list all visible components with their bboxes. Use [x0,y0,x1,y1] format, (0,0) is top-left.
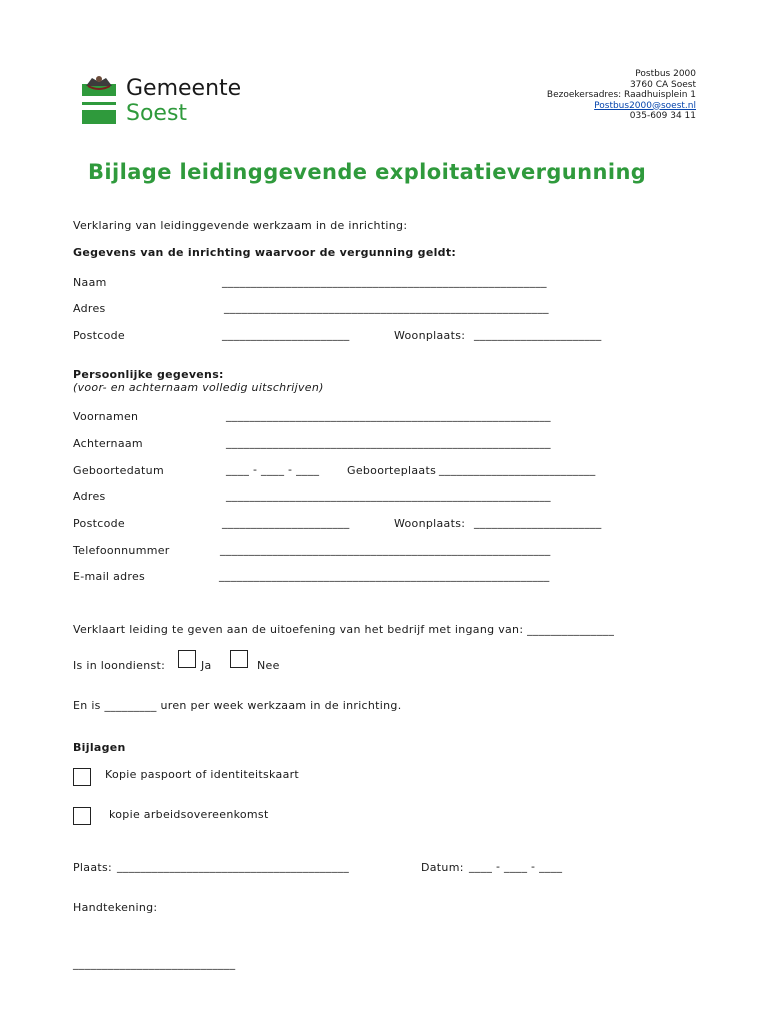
address-postbus: Postbus 2000 [635,69,696,79]
datum-field[interactable]: ____ - ____ - ____ [469,860,563,873]
plaats-label: Plaats: [73,861,113,874]
intro-text: Verklaring van leidinggevende werkzaam in de inrichting: [73,219,408,232]
nee-checkbox[interactable] [230,650,248,668]
municipal-crest-icon [80,72,118,126]
achternaam-field[interactable]: ________________________________________________________ [226,436,551,449]
geboortedatum-field[interactable]: ____ - ____ - ____ [226,463,320,476]
ja-label: Ja [201,659,212,672]
declaration-text[interactable]: Verklaart leiding te geven aan de uitoefening van het bedrijf met ingang van: _______________ [73,623,615,636]
logo-line-1: Gemeente [126,76,242,101]
adres-label: Adres [73,302,106,315]
geboortedatum-label: Geboortedatum [73,464,164,477]
address-phone: 035-609 34 11 [629,111,696,121]
woonplaats-label: Woonplaats: [394,329,466,342]
personal-postcode-label: Postcode [73,517,125,530]
woonplaats-field[interactable]: ______________________ [474,328,602,341]
naam-label: Naam [73,276,107,289]
plaats-field[interactable]: ________________________________________ [117,860,349,873]
datum-label: Datum: [421,861,464,874]
achternaam-label: Achternaam [73,437,143,450]
hours-text[interactable]: En is _________ uren per week werkzaam in de inrichting. [73,699,402,712]
logo-line-2: Soest [126,101,188,126]
personal-subheading: (voor- en achternaam volledig uitschrijven) [73,381,324,394]
personal-postcode-field[interactable]: ______________________ [222,516,350,529]
address-visiting: Bezoekersadres: Raadhuisplein 1 [546,90,696,100]
personal-woonplaats-label: Woonplaats: [394,517,466,530]
postcode-label: Postcode [73,329,125,342]
email-label: E-mail adres [73,570,146,583]
address-postcode: 3760 CA Soest [629,79,696,90]
personal-woonplaats-field[interactable]: ______________________ [474,516,602,529]
personal-adres-field[interactable]: ________________________________________________________ [226,489,551,502]
nee-label: Nee [257,659,280,672]
personal-heading: Persoonlijke gegevens: [73,368,224,381]
attachment-passport-label: Kopie paspoort of identiteitskaart [105,768,300,781]
voornamen-field[interactable]: ________________________________________________________ [226,409,551,422]
address-email-link[interactable]: Postbus2000@soest.nl [594,100,696,111]
telefoon-label: Telefoonnummer [73,544,170,557]
adres-field[interactable]: ________________________________________________________ [224,301,549,314]
voornamen-label: Voornamen [73,410,139,423]
attachment-contract-checkbox[interactable] [73,807,91,825]
personal-adres-label: Adres [73,490,106,503]
geboorteplaats-label: Geboorteplaats [347,464,437,477]
logo [80,72,260,126]
postcode-field[interactable]: ______________________ [222,328,350,341]
address-block [547,69,696,122]
handtekening-field[interactable]: ____________________________ [73,957,236,970]
naam-field[interactable]: ________________________________________________________ [222,275,547,288]
page-title: Bijlage leidinggevende exploitatievergunning [88,160,647,184]
telefoon-field[interactable]: _________________________________________________________ [220,543,551,556]
attachment-passport-checkbox[interactable] [73,768,91,786]
establishment-heading: Gegevens van de inrichting waarvoor de vergunning geldt: [73,246,457,259]
loondienst-label: Is in loondienst: [73,659,166,672]
handtekening-label: Handtekening: [73,901,158,914]
ja-checkbox[interactable] [178,650,196,668]
attachment-contract-label: kopie arbeidsovereenkomst [109,808,269,821]
geboorteplaats-field[interactable]: ___________________________ [439,463,596,476]
email-field[interactable]: _________________________________________________________ [219,569,550,582]
attachments-heading: Bijlagen [73,741,126,754]
